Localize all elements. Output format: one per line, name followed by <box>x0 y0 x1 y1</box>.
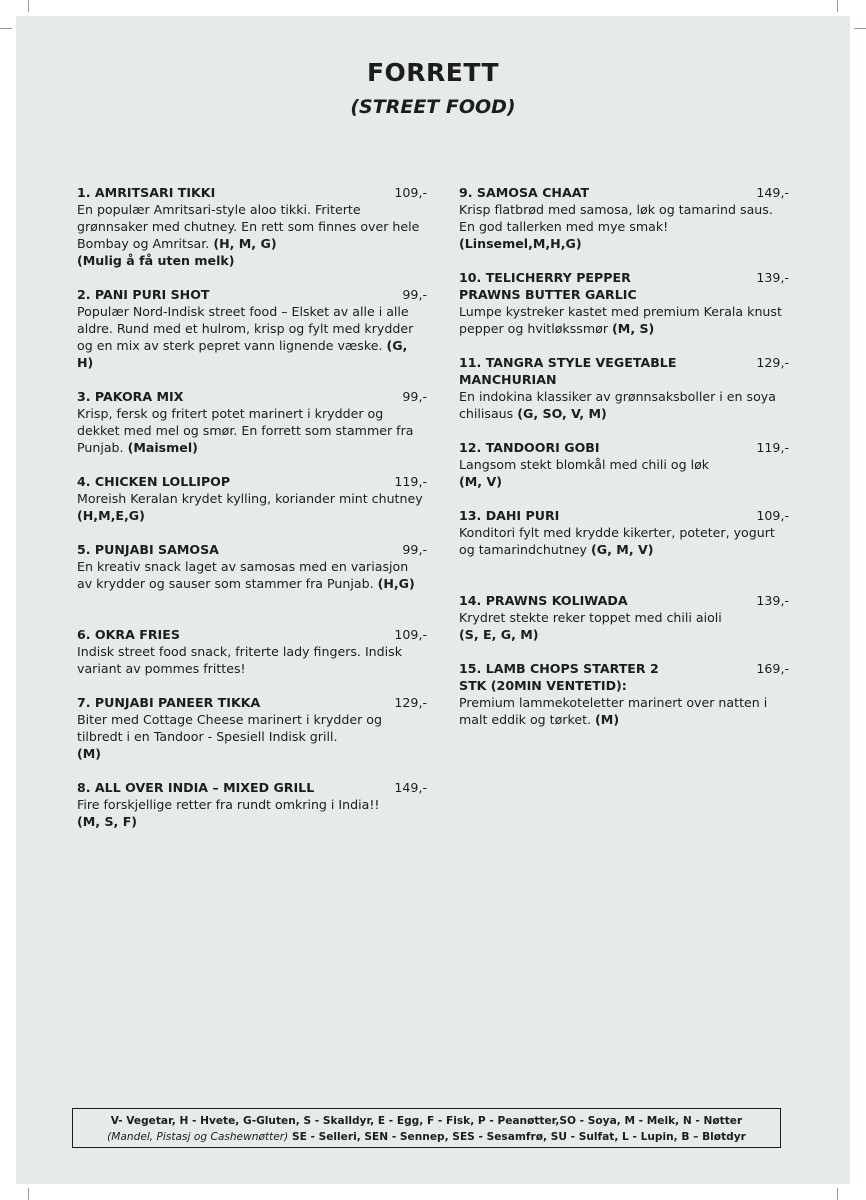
item-allergens: (G, M, V) <box>591 542 654 557</box>
item-name: 7. PUNJABI PANEER TIKKA <box>77 695 261 710</box>
item-allergens: (H,G) <box>377 576 415 591</box>
item-price: 99,- <box>402 542 427 557</box>
item-allergens: (H, M, G) <box>213 236 277 251</box>
item-name: 11. TANGRA STYLE VEGETABLE MANCHURIAN <box>459 355 677 387</box>
item-allergens: (M, S, F) <box>77 814 138 829</box>
crop-mark <box>28 1188 29 1200</box>
menu-item <box>77 473 427 524</box>
item-description: Populær Nord-Indisk street food – Elsket av alle i alle aldre. Rund med et hulrom, krisp og fylt med krydder og en mix av sterk pepret vann lignende væske. (G, H) <box>77 304 414 370</box>
menu-item <box>459 184 789 252</box>
menu-item <box>459 592 789 643</box>
item-name: 9. SAMOSA CHAAT <box>459 185 590 200</box>
crop-mark <box>837 1188 838 1200</box>
item-price: 119,- <box>756 440 789 455</box>
item-price: 99,- <box>402 389 427 404</box>
allergen-legend <box>72 1108 781 1148</box>
menu-item <box>77 694 427 762</box>
item-price: 109,- <box>394 627 427 642</box>
item-price: 99,- <box>402 287 427 302</box>
page-title: FORRETT <box>366 58 500 87</box>
item-allergens: (S, E, G, M) <box>459 627 539 642</box>
item-price: 139,- <box>756 593 789 608</box>
item-name: 12. TANDOORI GOBI <box>459 440 600 455</box>
legend-line-2: (Mandel, Pistasj og Cashewnøtter) SE - Selleri, SEN - Sennep, SES - Sesamfrø, SU - Sulfat, L - Lupin, B – Bløtdyr <box>107 1131 746 1143</box>
item-description: Biter med Cottage Cheese marinert i krydder og tilbredt i en Tandoor - Spesiell Indisk grill. <box>77 712 382 744</box>
item-name: 5. PUNJABI SAMOSA <box>77 542 219 557</box>
item-price: 149,- <box>394 780 427 795</box>
menu-item <box>77 184 427 269</box>
item-price: 149,- <box>756 185 789 200</box>
item-price: 169,- <box>756 661 789 676</box>
item-description: Fire forskjellige retter fra rundt omkring i India!! <box>77 797 380 812</box>
item-allergens: (G, H) <box>77 338 408 370</box>
menu-item <box>77 286 427 371</box>
item-allergens: (G, SO, V, M) <box>517 406 607 421</box>
item-description: En kreativ snack laget av samosas med en variasjon av krydder og sauser som stammer fra Punjab. (H,G) <box>77 559 415 591</box>
item-description: Indisk street food snack, friterte lady fingers. Indisk variant av pommes frittes! <box>77 644 402 676</box>
item-allergens: (M, V) <box>459 474 502 489</box>
menu-item <box>77 388 427 456</box>
item-price: 119,- <box>394 474 427 489</box>
legend-line-1: V- Vegetar, H - Hvete, G-Gluten, S - Skalldyr, E - Egg, F - Fisk, P - Peanøtter,SO - Soya, M - Melk, N - Nøtter <box>110 1115 743 1127</box>
item-description: Krydret stekte reker toppet med chili aioli <box>459 610 722 625</box>
item-name: 14. PRAWNS KOLIWADA <box>459 593 628 608</box>
item-description: Krisp, fersk og fritert potet marinert i krydder og dekket med mel og smør. En forrett som stammer fra Punjab. (Maismel) <box>77 406 414 455</box>
menu-page <box>16 16 850 1184</box>
item-name: 3. PAKORA MIX <box>77 389 184 404</box>
item-description: Langsom stekt blomkål med chili og løk <box>459 457 710 472</box>
item-name: 6. OKRA FRIES <box>77 627 180 642</box>
item-name: 4. CHICKEN LOLLIPOP <box>77 474 231 489</box>
item-allergens: (M, S) <box>612 321 655 336</box>
item-note: (Mulig å få uten melk) <box>77 253 235 268</box>
menu-item <box>459 439 789 490</box>
item-description: Konditori fylt med krydde kikerter, poteter, yogurt og tamarindchutney (G, M, V) <box>459 525 775 557</box>
item-price: 109,- <box>394 185 427 200</box>
item-name: 2. PANI PURI SHOT <box>77 287 210 302</box>
item-description: En populær Amritsari-style aloo tikki. Friterte grønnsaker med chutney. En rett som finnes over hele Bombay og Amritsar. (H, M, G) <box>77 202 420 251</box>
item-allergens: (M) <box>77 746 102 761</box>
menu-item <box>77 779 427 830</box>
menu-item <box>459 507 789 558</box>
item-description: Premium lammekoteletter marinert over natten i malt eddik og tørket. (M) <box>459 695 768 727</box>
crop-mark <box>0 28 12 29</box>
item-price: 139,- <box>756 270 789 285</box>
item-allergens: (M) <box>595 712 620 727</box>
item-price: 109,- <box>756 508 789 523</box>
page-subtitle: (STREET FOOD) <box>350 96 516 118</box>
menu-item <box>459 269 789 337</box>
item-description: Lumpe kystreker kastet med premium Kerala knust pepper og hvitløkssmør (M, S) <box>459 304 782 336</box>
item-price: 129,- <box>394 695 427 710</box>
menu-item <box>77 541 427 592</box>
item-name: 15. LAMB CHOPS STARTER 2 STK (20MIN VENTETID): <box>459 661 659 693</box>
item-name: 1. AMRITSARI TIKKI <box>77 185 216 200</box>
item-description: Krisp flatbrød med samosa, løk og tamarind saus. En god tallerken med mye smak! <box>459 202 773 234</box>
item-description: En indokina klassiker av grønnsaksboller i en soya chilisaus (G, SO, V, M) <box>459 389 776 421</box>
menu-item <box>459 660 789 728</box>
item-allergens: (Maismel) <box>127 440 198 455</box>
item-description: Moreish Keralan krydet kylling, koriander mint chutney (H,M,E,G) <box>77 491 423 523</box>
crop-mark <box>28 0 29 12</box>
menu-item <box>459 354 789 422</box>
item-name: 8. ALL OVER INDIA – MIXED GRILL <box>77 780 315 795</box>
crop-mark <box>854 28 866 29</box>
item-price: 129,- <box>756 355 789 370</box>
item-allergens: (H,M,E,G) <box>77 508 145 523</box>
item-allergens: (Linsemel,M,H,G) <box>459 236 582 251</box>
item-name: 10. TELICHERRY PEPPER PRAWNS BUTTER GARLIC <box>459 270 637 302</box>
crop-mark <box>837 0 838 12</box>
menu-item <box>77 626 427 677</box>
item-name: 13. DAHI PURI <box>459 508 560 523</box>
